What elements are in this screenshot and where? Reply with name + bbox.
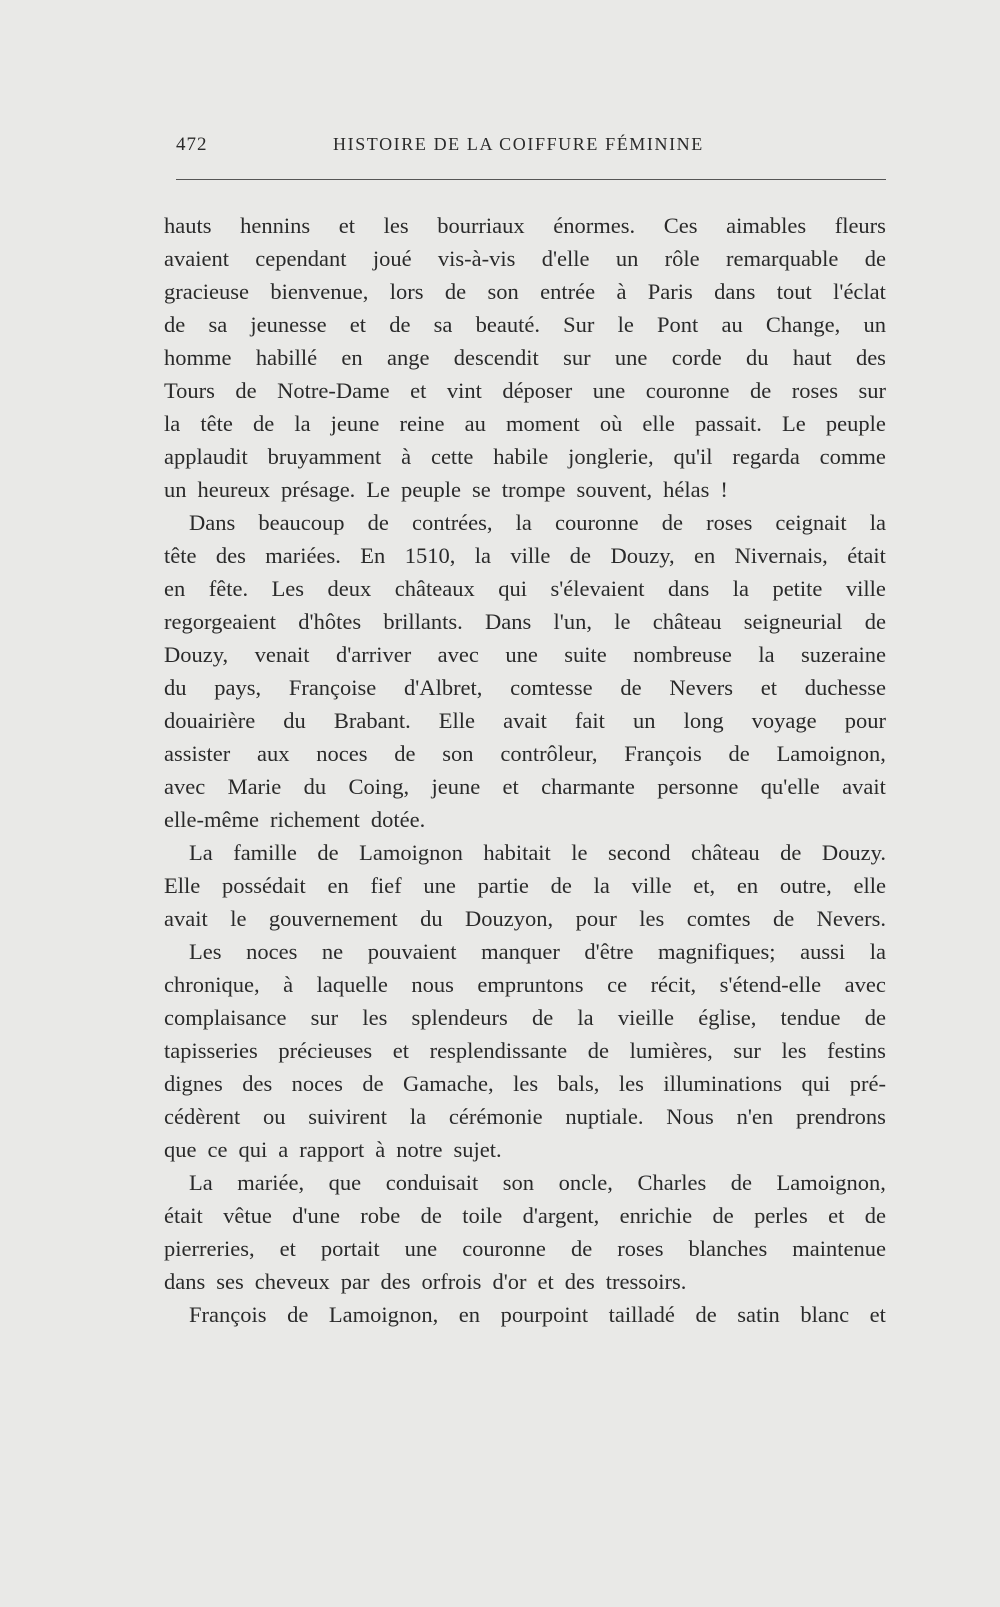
text-line: pierreries, et portait une couronne de roses blanches maintenue (164, 1236, 886, 1261)
text-line: Douzy, venait d'arriver avec une suite nombreuse la suzeraine (164, 642, 886, 667)
text-line: dans ses cheveux par des orfrois d'or et des tressoirs. (164, 1269, 687, 1294)
text-line: avait le gouvernement du Douzyon, pour les comtes de Nevers. (164, 906, 886, 931)
running-head (176, 130, 886, 160)
text-line: douairière du Brabant. Elle avait fait un long voyage pour (164, 708, 886, 733)
text-line: Dans beaucoup de contrées, la couronne de roses ceignait la (189, 510, 886, 535)
text-line: elle-même richement dotée. (164, 807, 426, 832)
text-line: dignes des noces de Gamache, les bals, les illuminations qui pré- (164, 1071, 886, 1096)
text-line: avec Marie du Coing, jeune et charmante personne qu'elle avait (164, 774, 886, 799)
text-line: gracieuse bienvenue, lors de son entrée à Paris dans tout l'éclat (164, 279, 886, 304)
text-line: la tête de la jeune reine au moment où elle passait. Le peuple (164, 411, 886, 436)
text-line: La famille de Lamoignon habitait le second château de Douzy. (189, 840, 886, 865)
text-line: Les noces ne pouvaient manquer d'être magnifiques; aussi la (189, 939, 886, 964)
text-line: que ce qui a rapport à notre sujet. (164, 1137, 502, 1162)
text-line: avaient cependant joué vis-à-vis d'elle un rôle remarquable de (164, 246, 886, 271)
text-line: tête des mariées. En 1510, la ville de Douzy, en Nivernais, était (164, 543, 886, 568)
header-rule (176, 179, 886, 180)
text-line: cédèrent ou suivirent la cérémonie nuptiale. Nous n'en prendrons (164, 1104, 886, 1129)
text-line: de sa jeunesse et de sa beauté. Sur le Pont au Change, un (164, 312, 886, 337)
text-line: tapisseries précieuses et resplendissante de lumières, sur les festins (164, 1038, 886, 1063)
text-line: Elle possédait en fief une partie de la ville et, en outre, elle (164, 873, 886, 898)
text-line: du pays, Françoise d'Albret, comtesse de Nevers et duchesse (164, 675, 886, 700)
text-line: Tours de Notre-Dame et vint déposer une couronne de roses sur (164, 378, 886, 403)
text-line: La mariée, que conduisait son oncle, Charles de Lamoignon, (189, 1170, 886, 1195)
body-text (164, 209, 886, 1331)
text-line: applaudit bruyamment à cette habile jonglerie, qu'il regarda comme (164, 444, 886, 469)
text-line: hauts hennins et les bourriaux énormes. Ces aimables fleurs (164, 213, 886, 238)
text-line: chronique, à laquelle nous empruntons ce récit, s'étend-elle avec (164, 972, 886, 997)
page-number: 472 (176, 134, 208, 155)
text-line: regorgeaient d'hôtes brillants. Dans l'un, le château seigneurial de (164, 609, 886, 634)
text-line: complaisance sur les splendeurs de la vieille église, tendue de (164, 1005, 886, 1030)
book-title: HISTOIRE DE LA COIFFURE FÉMININE (333, 134, 704, 154)
text-line: assister aux noces de son contrôleur, François de Lamoignon, (164, 741, 886, 766)
text-line: François de Lamoignon, en pourpoint tailladé de satin blanc et (189, 1302, 886, 1327)
text-line: un heureux présage. Le peuple se trompe souvent, hélas ! (164, 477, 728, 502)
text-line: en fête. Les deux châteaux qui s'élevaient dans la petite ville (164, 576, 886, 601)
text-line: était vêtue d'une robe de toile d'argent, enrichie de perles et de (164, 1203, 886, 1228)
text-line: homme habillé en ange descendit sur une corde du haut des (164, 345, 886, 370)
